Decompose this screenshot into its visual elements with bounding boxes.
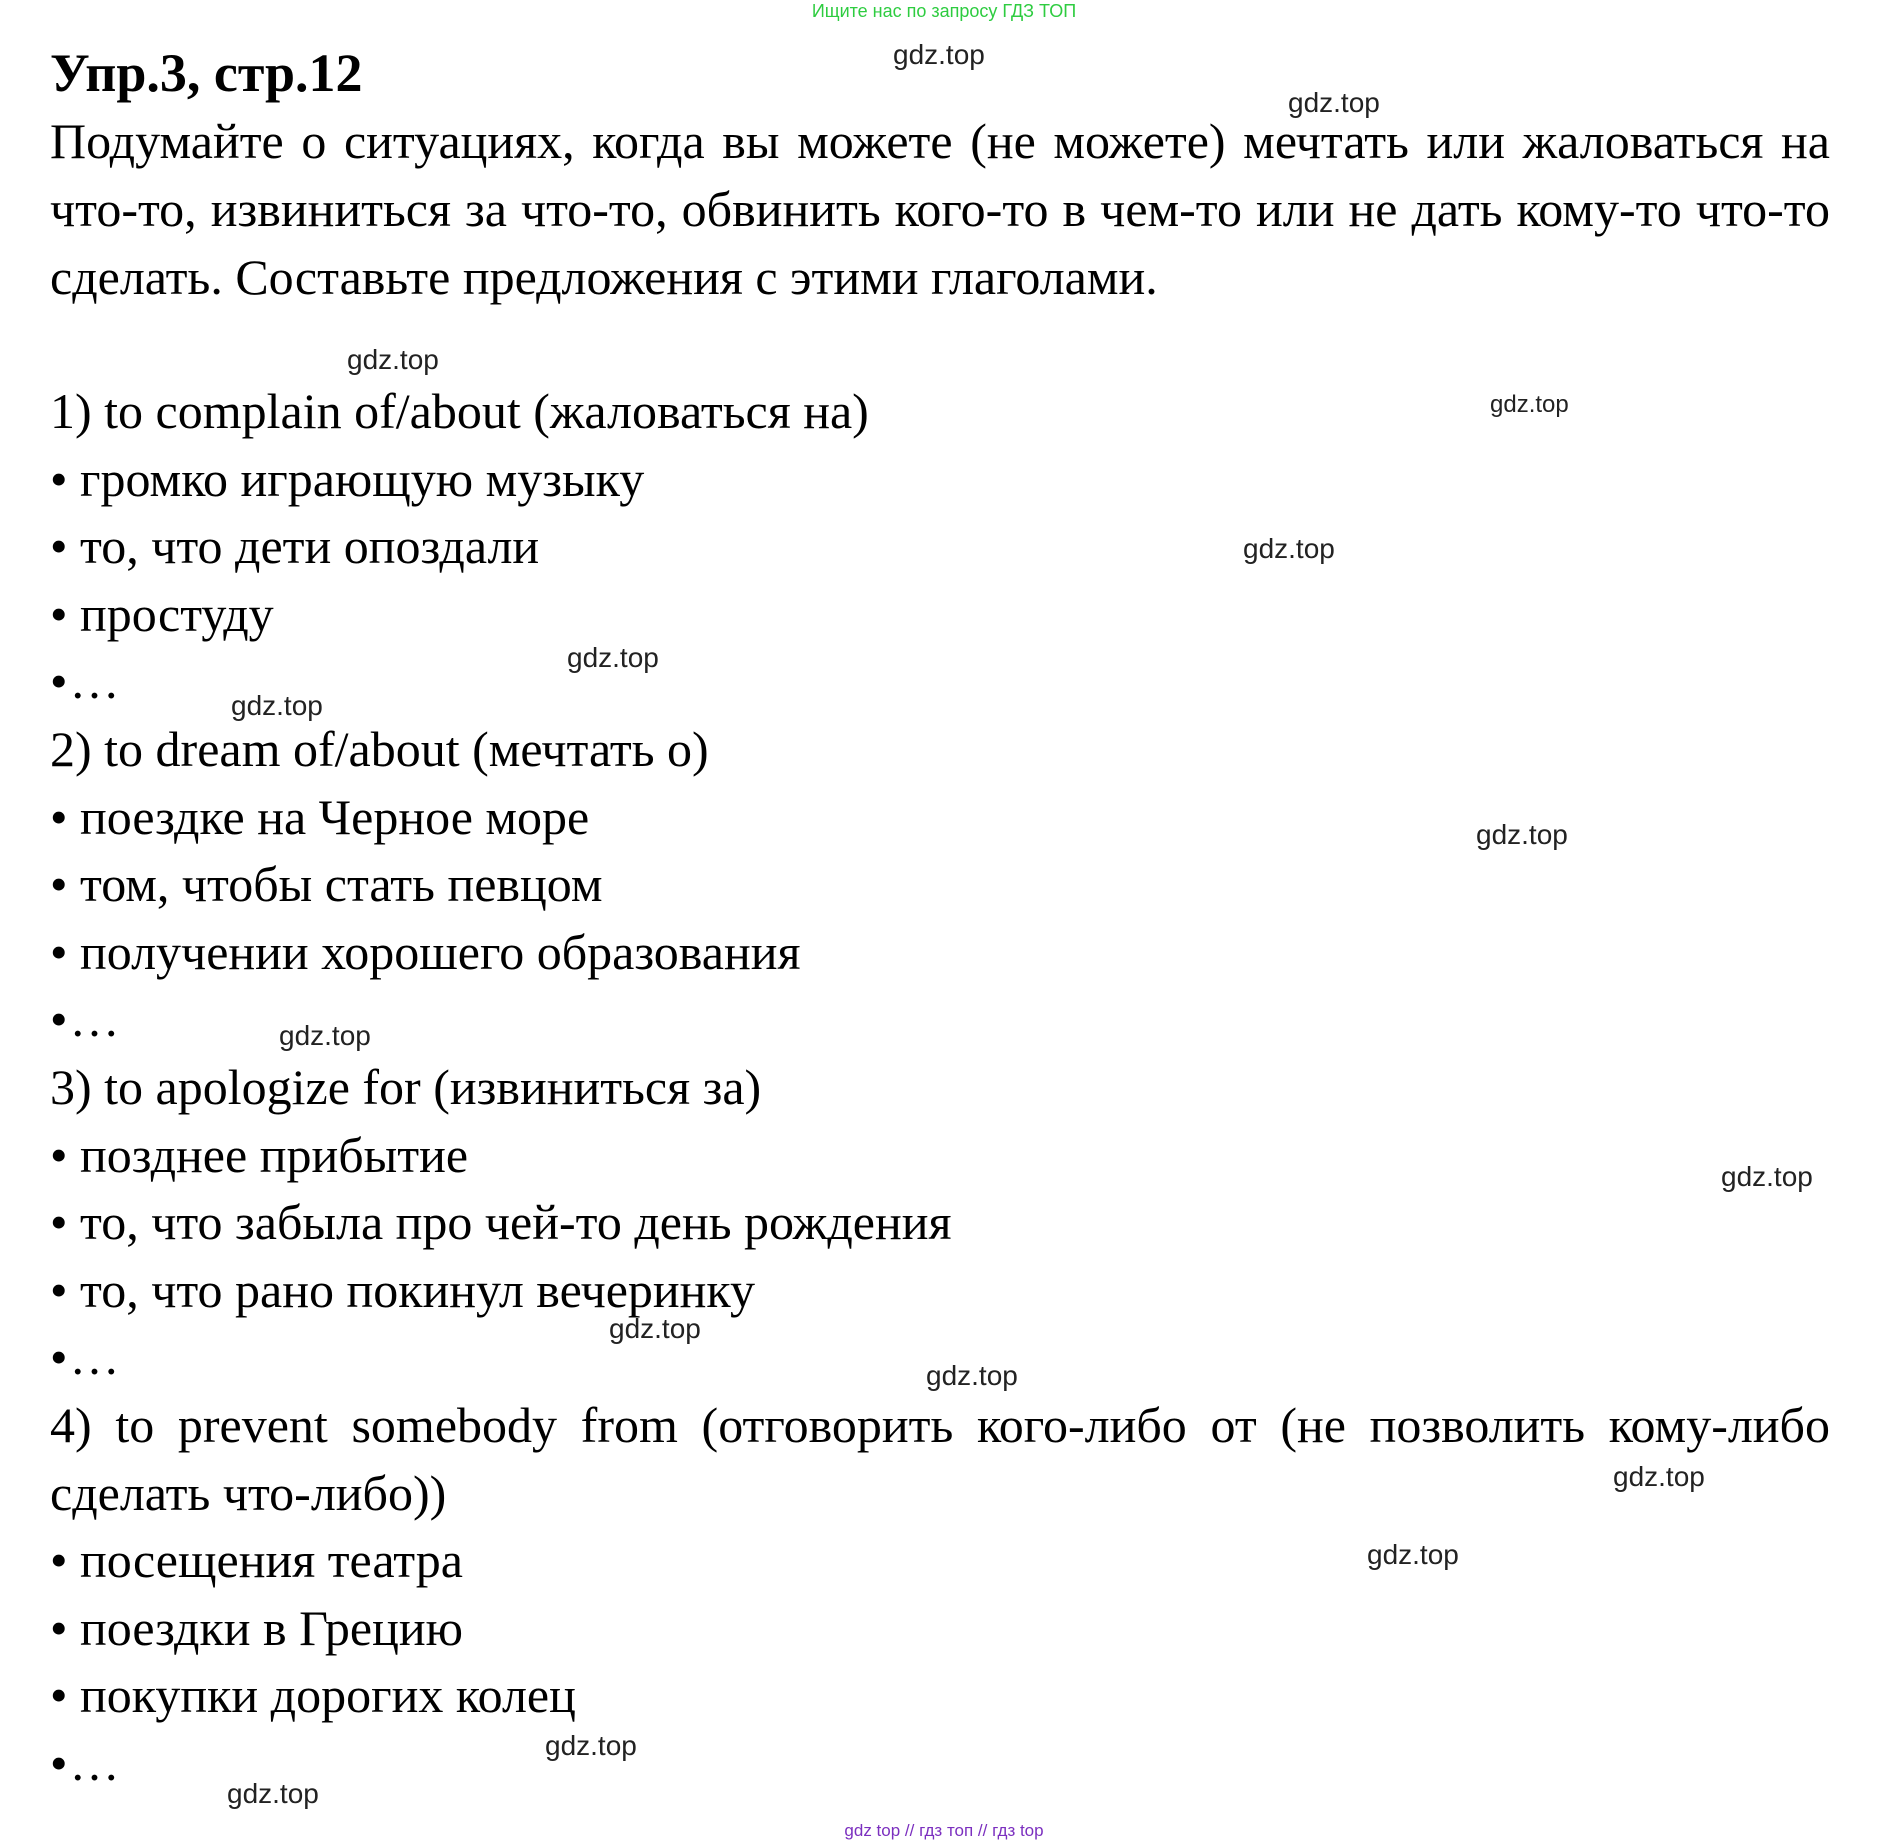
watermark: gdz.top (1288, 87, 1380, 118)
list-item: • посещения театра (50, 1532, 463, 1589)
section-heading-dream: 2) to dream of/about (мечтать о) (50, 720, 709, 777)
watermark: gdz.top (545, 1730, 637, 1761)
list-item: • покупки дорогих колец (50, 1667, 576, 1724)
list-item: • то, что дети опоздали (50, 518, 540, 575)
list-item: • поездки в Грецию (50, 1599, 463, 1656)
top-banner: Ищите нас по запросу ГДЗ ТОП (811, 1, 1077, 21)
watermark: gdz.top (893, 39, 985, 70)
list-item-ellipsis: •… (50, 1329, 122, 1386)
watermark: gdz.top (1367, 1539, 1459, 1570)
watermark: gdz.top (1476, 819, 1568, 850)
section-heading-complain: 1) to complain of/about (жаловаться на) (50, 383, 869, 439)
watermark: gdz.top (926, 1360, 1018, 1391)
watermark: gdz.top (567, 642, 659, 673)
exercise-title: Упр.3, стр.12 (50, 43, 363, 103)
watermark: gdz.top (279, 1020, 371, 1051)
exercise-instructions: Подумайте о ситуациях, когда вы можете (не можете) мечтать или жаловаться на что-то, извиниться за что-то, обвинить кого-то в чем-то или не дать кому-то что-то сделать. Составьте предложения с этими глаголами. (50, 113, 1830, 305)
list-item: • громко играющую музыку (50, 450, 645, 507)
section-heading-apologize: 3) to apologize for (извиниться за) (50, 1058, 762, 1115)
watermark: gdz.top (1490, 391, 1569, 418)
list-item: • поездке на Черное море (50, 788, 590, 845)
list-item: • то, что забыла про чей-то день рождения (50, 1194, 952, 1251)
exercise-content (50, 378, 1830, 1797)
list-item-ellipsis: •… (50, 653, 122, 710)
watermark: gdz.top (347, 344, 439, 375)
watermark: gdz.top (609, 1313, 701, 1344)
watermark: gdz.top (1243, 533, 1335, 564)
section-heading-prevent: 4) to prevent somebody from (отговорить кого-либо от (не позволить кому-либо сделать что-либо)) (50, 1396, 1830, 1521)
list-item: • позднее прибытие (50, 1126, 469, 1183)
watermark: gdz.top (1721, 1161, 1813, 1192)
watermark: gdz.top (227, 1778, 319, 1809)
list-item-ellipsis: •… (50, 1734, 122, 1791)
list-item: • то, что рано покинул вечеринку (50, 1261, 756, 1318)
list-item: • простуду (50, 585, 274, 642)
list-item: • том, чтобы стать певцом (50, 856, 603, 913)
footer-text: gdz top // гдз топ // гдз top (844, 1821, 1044, 1840)
watermark: gdz.top (1613, 1461, 1705, 1492)
list-item-ellipsis: •… (50, 991, 122, 1048)
watermark: gdz.top (231, 690, 323, 721)
list-item: • получении хорошего образования (50, 923, 801, 980)
